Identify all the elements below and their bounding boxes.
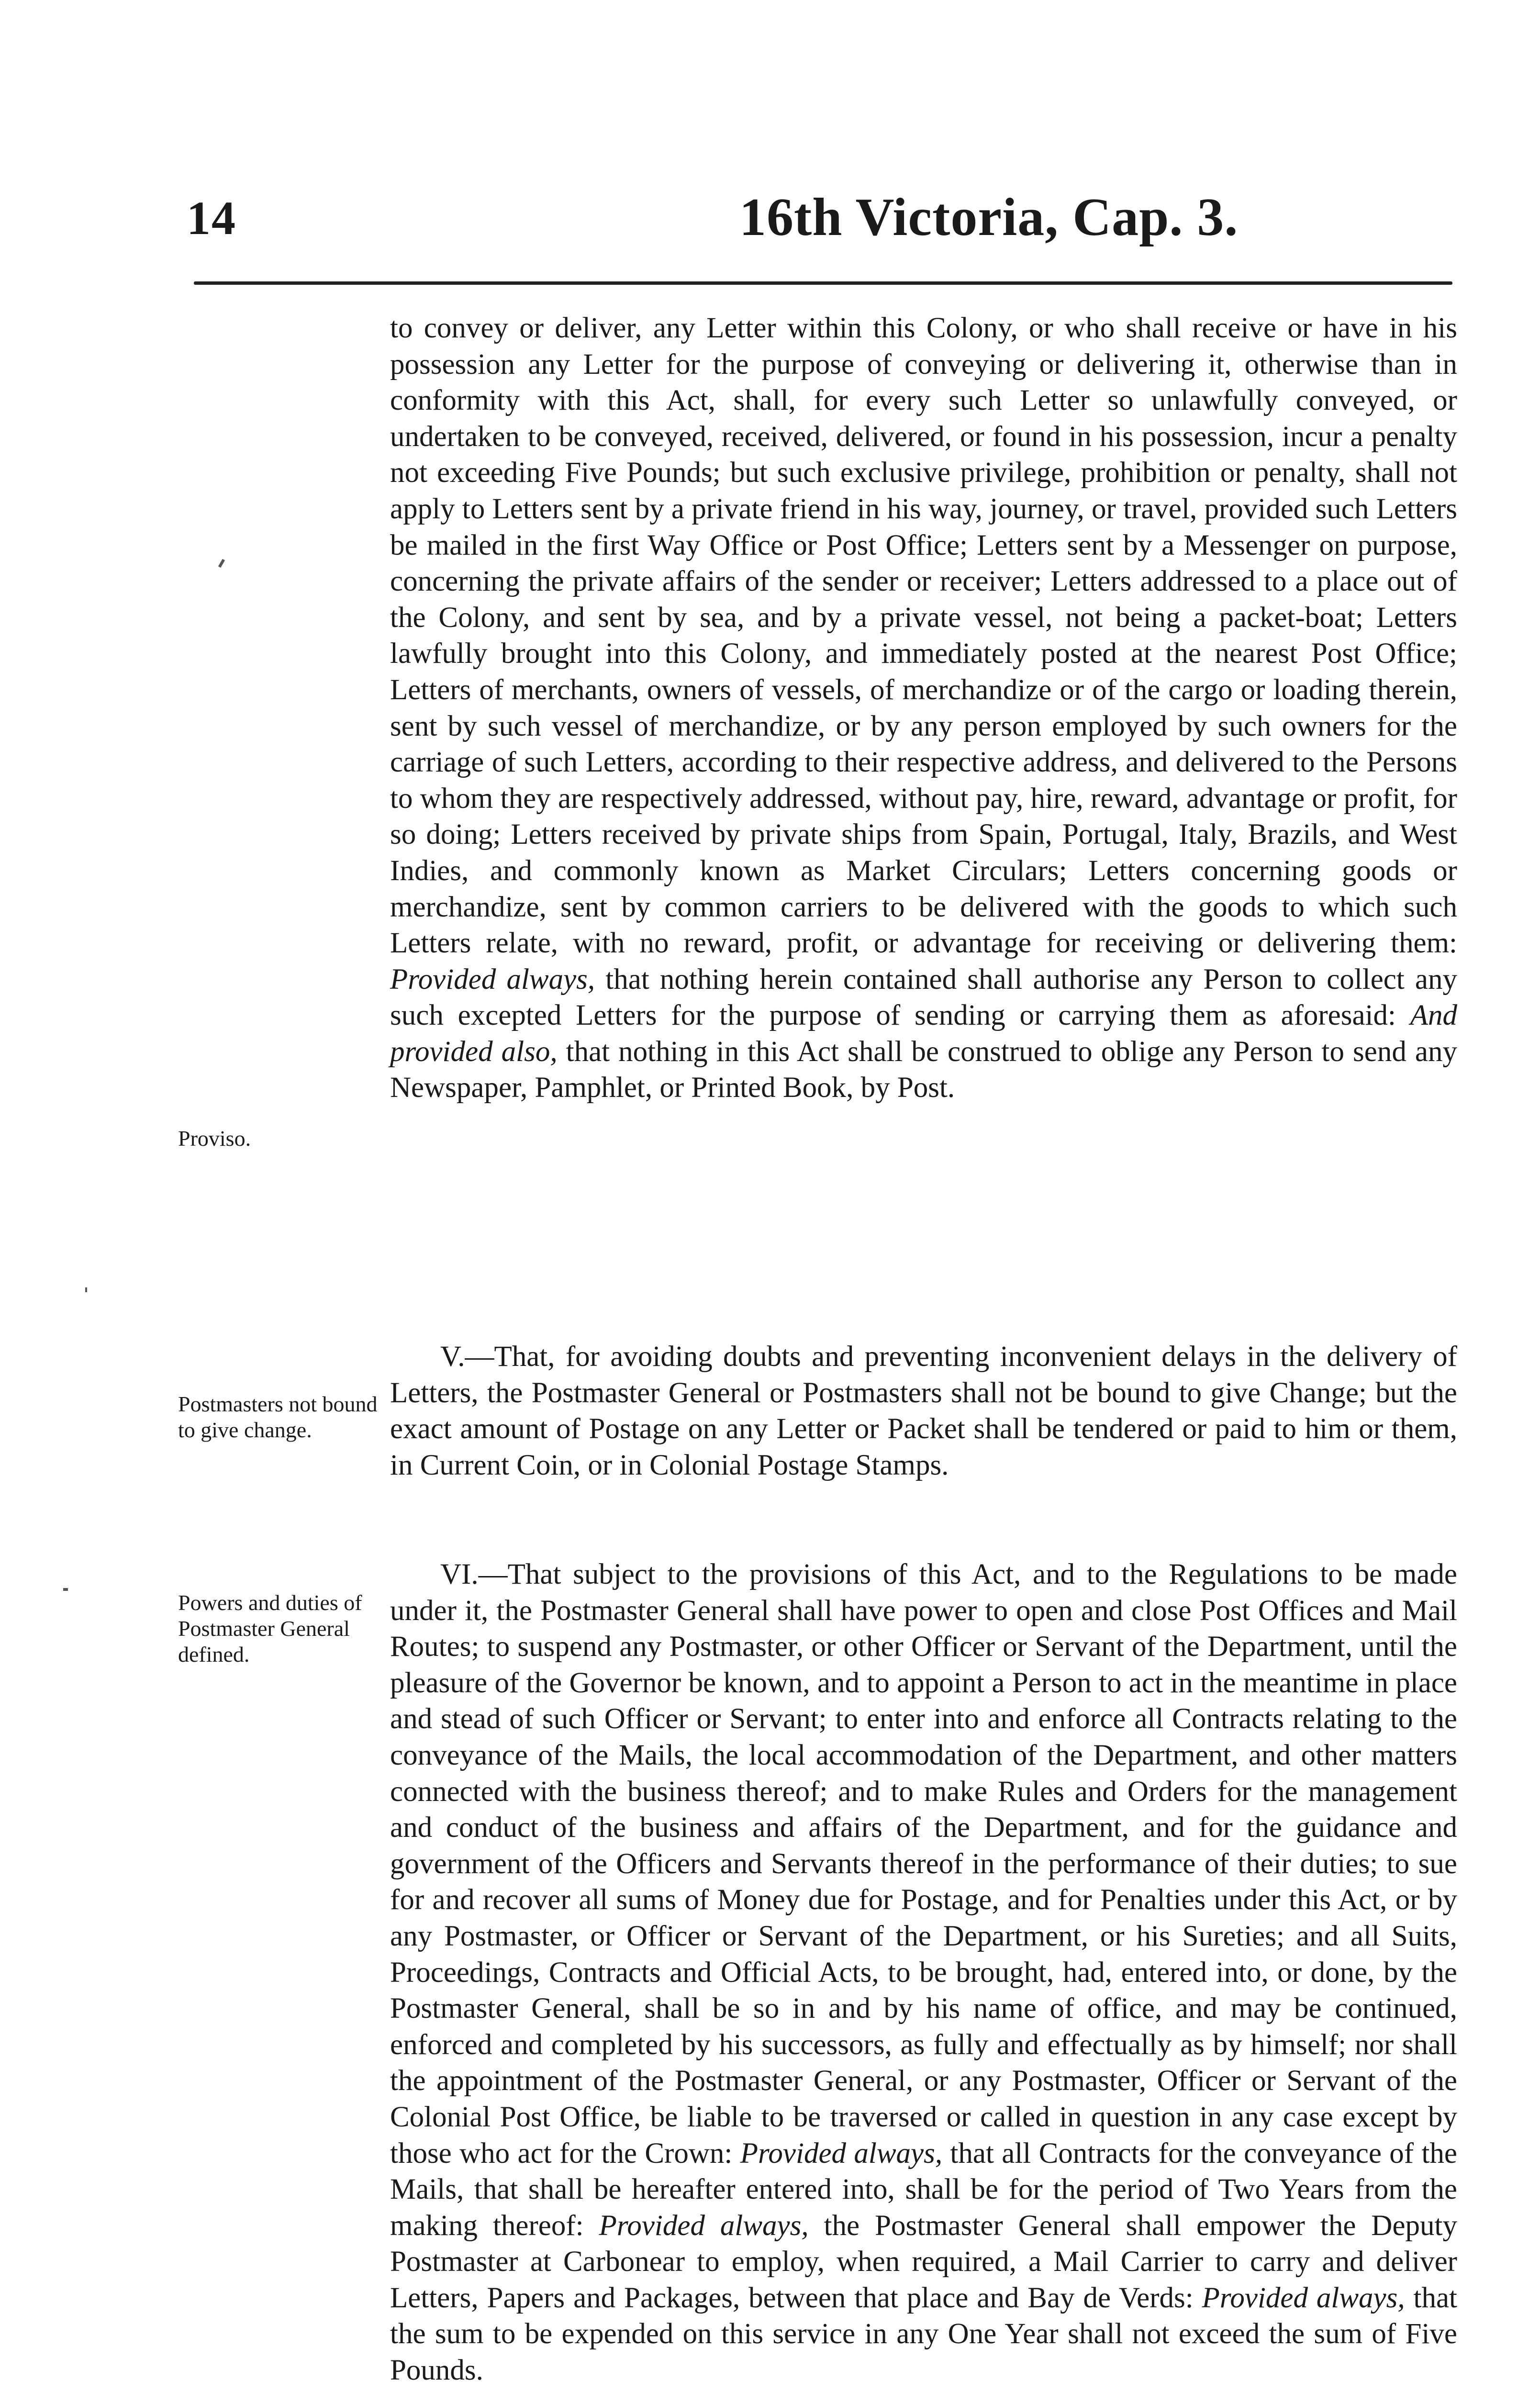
proviso-phrase: And provided also,	[390, 999, 1457, 1068]
paragraph-text: to convey or deliver, any Letter within this Colony, or who shall receive or have in his possession any Letter for the purpose of conveying or delivering it, otherwise than in conformity with this Act, shall, for every such Letter so unlawfully conveyed, or undertaken to be conveyed, received, delivered, or found in his possession, incur a penalty not exceeding Five Pounds; but such exclusive privilege, prohibition or penalty, shall not apply to Letters sent by a private friend in his way, journey, or travel, provided such Letters be mailed in the first Way Office or Post Office; Letters sent by a Messenger on purpose, concerning the private affairs of the sender or receiver; Letters addressed to a place out of the Colony, and sent by sea, and by a private vessel, not being a packet-boat; Letters lawfully brought into this Colony, and immediately posted at the nearest Post Office; Letters of merchants, owners of vessels, of merchandize or of the cargo or loading therein, sent by such vessel of merchandize, or by any person employed by such owners for the carriage of such Letters, according to their respective address, and delivered to the Persons to whom they are respectively addressed, without pay, hire, reward, advantage or profit, for so doing; Letters received by private ships from Spain, Portugal, Italy, Brazils, and West Indies, and commonly known as Market Circulars; Letters concerning goods or merchandize, sent by common carriers to be delivered with the goods to which such Letters relate, with no reward, profit, or advantage for receiving or delivering them:	[390, 312, 1457, 960]
paragraph-text: that all Contracts for the conveyance of the Mails, that shall be hereafter entered into, shall be for the period of Two Years from the making thereof:	[390, 2137, 1457, 2242]
scan-speck	[63, 1588, 68, 1591]
section-vi-paragraph	[390, 1556, 1457, 2389]
proviso-phrase: Provided always,	[740, 2137, 943, 2169]
paragraph-text: VI.—That subject to the provisions of this Act, and to the Regulations to be made under it, the Postmaster General shall have power to open and close Post Offices and Mail Routes; to suspend any Postmaster, or other Officer or Servant of the Department, until the pleasure of the Governor be known, and to appoint a Person to act in the meantime in place and stead of such Officer or Servant; to enter into and enforce all Contracts relating to the conveyance of the Mails, the local accommodation of the Department, and other matters connected with the business thereof; and to make Rules and Orders for the management and conduct of the business and affairs of the Department, and for the guidance and government of the Officers and Servants thereof in the performance of their duties; to sue for and recover all sums of Money due for Postage, and for Penalties under this Act, or by any Postmaster, or Officer or Servant of the Department, or his Sureties; and all Suits, Proceedings, Contracts and Official Acts, to be brought, had, entered into, or done, by the Postmaster General, shall be so in and by his name of office, and may be continued, enforced and completed by his successors, as fully and effectually as by himself; nor shall the appointment of the Postmaster General, or any Postmaster, Officer or Servant of the Colonial Post Office, be liable to be traversed or called in question in any case except by those who act for the Crown:	[390, 1558, 1457, 2169]
paragraph-exclusive-privilege	[390, 310, 1457, 1106]
paragraph-text: that the sum to be expended on this service in any One Year shall not exceed the sum of Five Pounds.	[390, 2281, 1457, 2387]
paragraph-text: that nothing herein contained shall authorise any Person to collect any such excepted Letters for the purpose of sending or carrying them as aforesaid:	[390, 963, 1458, 1032]
proviso-phrase: Provided always,	[390, 963, 595, 995]
scan-speck	[218, 559, 225, 568]
paragraph-text: the Postmaster General shall empower the Deputy Postmaster at Carbonear to employ, when required, a Mail Carrier to carry and deliver Letters, Papers and Packages, between that place and Bay de Verds:	[390, 2209, 1457, 2314]
margin-note-change: Postmasters not bound to give change.	[178, 1392, 378, 1442]
scan-speck	[85, 1287, 87, 1292]
proviso-phrase: Provided always,	[599, 2209, 809, 2242]
running-title: 16th Victoria, Cap. 3.	[739, 188, 1239, 247]
proviso-phrase: Provided always,	[1202, 2281, 1405, 2314]
section-v-paragraph: V.—That, for avoiding doubts and preventing inconvenient delays in the delivery of Letters, the Postmaster General or Postmasters shall not be bound to give Change; but the exact amount of Postage on any Letter or Packet shall be tendered or paid to him or them, in Current Coin, or in Colonial Postage Stamps.	[390, 1341, 1457, 1481]
margin-note-powers: Powers and duties of Postmaster General defined.	[178, 1590, 362, 1666]
margin-note-proviso-1: Proviso.	[178, 1126, 251, 1151]
page-number: 14	[187, 191, 236, 245]
paragraph-text: that nothing in this Act shall be construed to oblige any Person to send any Newspaper, Pamphlet, or Printed Book, by Post.	[390, 1035, 1457, 1104]
header-rule	[194, 281, 1452, 285]
